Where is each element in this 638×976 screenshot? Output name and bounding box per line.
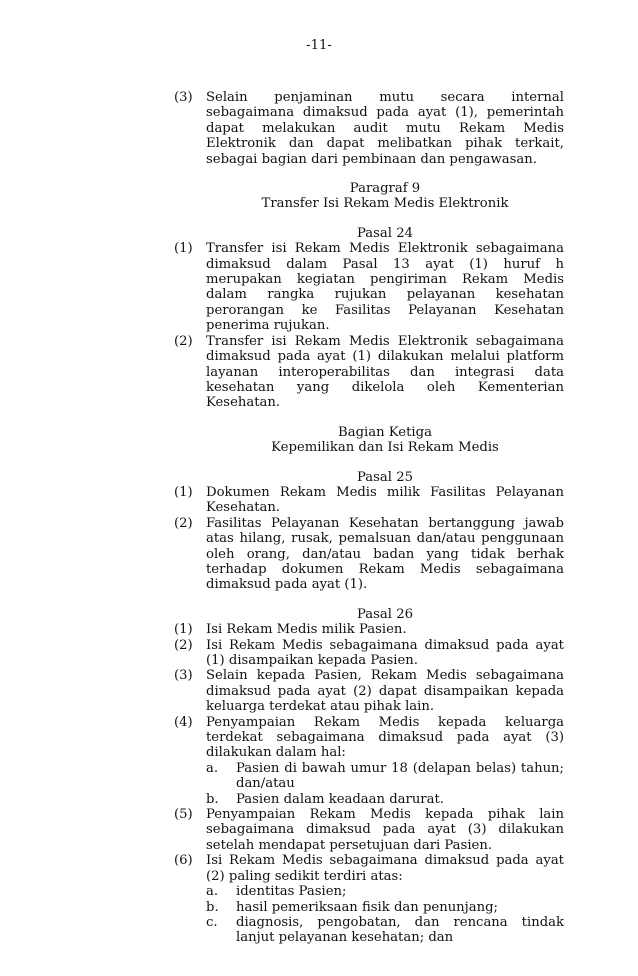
pasal-26-ayat-3 xyxy=(174,668,564,714)
pasal-26-ayat-2 xyxy=(174,638,564,669)
item-text: Isi Rekam Medis milik Pasien. xyxy=(206,622,407,638)
item-number: (2) xyxy=(174,637,193,653)
sub-item-text: Pasien dalam keadaan darurat. xyxy=(236,791,444,807)
sub-item xyxy=(206,792,564,807)
sub-item-letter: b. xyxy=(206,899,219,915)
pasal-26-title: Pasal 26 xyxy=(357,606,413,622)
pasal-24-title: Pasal 24 xyxy=(357,225,413,241)
bagian-subtitle: Kepemilikan dan Isi Rekam Medis xyxy=(271,440,499,456)
sub-item-text: Pasien di bawah umur 18 (delapan belas) tahun; dan/atau xyxy=(236,760,564,792)
item-text: Selain penjaminan mutu secara internal sebagaimana dimaksud pada ayat (1), pemerintah dapat melakukan audit mutu Rekam Medis Elektronik dan dapat melibatkan pihak terkait, sebagai bagian dari pembinaan dan pengawasan. xyxy=(206,90,564,167)
item-number: (2) xyxy=(174,333,193,349)
item-text: Isi Rekam Medis sebagaimana dimaksud pada ayat (2) paling sedikit terdiri atas: xyxy=(206,853,564,884)
sub-item-text: diagnosis, pengobatan, dan rencana tindak lanjut pelayanan kesehatan; dan xyxy=(236,914,564,946)
sub-item-letter: c. xyxy=(206,914,218,930)
sub-item-text: hasil pemeriksaan fisik dan penunjang; xyxy=(236,899,499,915)
pasal-23-ayat-3 xyxy=(174,90,564,167)
document-body xyxy=(174,90,564,946)
pasal-25-title: Pasal 25 xyxy=(357,469,413,485)
paragraf-title: Paragraf 9 xyxy=(349,181,421,197)
item-text: Selain kepada Pasien, Rekam Medis sebagaimana dimaksud pada ayat (2) dapat disampaikan kepada keluarga terdekat atau pihak lain. xyxy=(206,668,564,715)
paragraf-subtitle: Transfer Isi Rekam Medis Elektronik xyxy=(261,196,509,212)
pasal-25-ayat-1 xyxy=(174,485,564,516)
pasal-26-ayat-5 xyxy=(174,807,564,853)
pasal-24-ayat-2 xyxy=(174,334,564,411)
bagian-title: Bagian Ketiga xyxy=(338,424,432,440)
sub-item-letter: a. xyxy=(206,760,219,776)
item-text: Isi Rekam Medis sebagaimana dimaksud pada ayat (1) disampaikan kepada Pasien. xyxy=(206,637,564,668)
item-text: Penyampaian Rekam Medis kepada pihak lain sebagaimana dimaksud pada ayat (3) dilakukan setelah mendapat persetujuan dari Pasien. xyxy=(206,807,564,853)
item-text: Fasilitas Pelayanan Kesehatan bertanggung jawab atas hilang, rusak, pemalsuan dan/atau penggunaan oleh orang, dan/atau badan yang tidak berhak terhadap dokumen Rekam Medis sebagaimana dimaksud pada ayat (1). xyxy=(206,515,564,593)
sub-item xyxy=(206,761,564,792)
sub-item-letter: a. xyxy=(206,884,219,900)
item-number: (1) xyxy=(174,484,193,500)
item-number: (4) xyxy=(174,714,193,730)
item-text: Dokumen Rekam Medis milik Fasilitas Pelayanan Kesehatan. xyxy=(206,484,564,516)
item-number: (6) xyxy=(174,853,193,869)
page-number: -11- xyxy=(306,38,332,53)
item-number: (2) xyxy=(174,515,193,531)
item-number: (5) xyxy=(174,807,193,823)
item-text: Transfer isi Rekam Medis Elektronik sebagaimana dimaksud dalam Pasal 13 ayat (1) huruf h merupakan kegiatan pengiriman Rekam Medis dalam rangka rujukan pelayanan kesehatan perorangan ke Fasilitas Pelayanan Kesehatan penerima rujukan. xyxy=(206,241,564,334)
item-number: (3) xyxy=(174,90,193,105)
sub-item-letter: b. xyxy=(206,791,219,807)
pasal-25-ayat-2 xyxy=(174,516,564,593)
pasal-26-ayat-1 xyxy=(174,622,564,637)
pasal-24-ayat-1 xyxy=(174,241,564,333)
sub-item xyxy=(206,884,564,899)
sub-item xyxy=(206,915,564,946)
sub-item-text: identitas Pasien; xyxy=(236,884,347,900)
item-text: Transfer isi Rekam Medis Elektronik sebagaimana dimaksud pada ayat (1) dilakukan melalui platform layanan interoperabilitas dan integrasi data kesehatan yang dikelola oleh Kementerian Kesehatan. xyxy=(206,333,564,411)
item-number: (1) xyxy=(174,241,193,257)
pasal-26-ayat-4 xyxy=(174,715,564,807)
item-text: Penyampaian Rekam Medis kepada keluarga terdekat sebagaimana dimaksud pada ayat (3) dilakukan dalam hal: xyxy=(206,714,564,761)
sub-item xyxy=(206,900,564,915)
pasal-26-ayat-6 xyxy=(174,853,564,945)
item-number: (1) xyxy=(174,622,193,638)
item-number: (3) xyxy=(174,668,193,684)
